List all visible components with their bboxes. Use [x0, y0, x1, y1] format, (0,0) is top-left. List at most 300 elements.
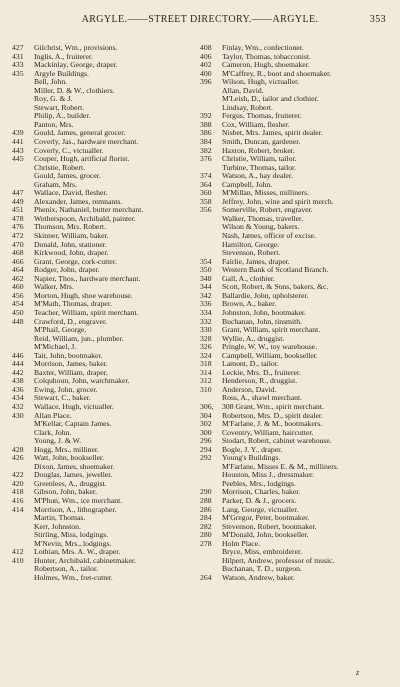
street-number: 332 [200, 317, 212, 326]
street-number [200, 480, 222, 489]
street-number: 288 [200, 496, 212, 505]
street-number [200, 95, 222, 104]
street-number: 348 [200, 274, 212, 283]
resident-name: Parker, D. & J., grocers. [222, 496, 297, 505]
resident-name: Bell, John. [34, 78, 68, 87]
street-number: 435 [12, 69, 24, 78]
directory-entry [12, 403, 198, 412]
resident-name: Scott, Robert, & Sons, bakers, &c. [222, 283, 329, 292]
directory-entry [200, 223, 392, 232]
street-number [200, 548, 222, 557]
street-number: 418 [12, 488, 24, 497]
directory-entry [12, 138, 198, 147]
resident-name: Wilson, Hugh, victualler. [222, 78, 300, 87]
street-number [12, 523, 34, 532]
directory-entry [200, 454, 392, 463]
street-number [12, 429, 34, 438]
resident-name: Hunter, Archibald, cabinetmaker. [34, 556, 136, 565]
signature-mark: z [356, 668, 360, 677]
directory-entry [200, 241, 392, 250]
street-number: 334 [200, 308, 212, 317]
street-number: 376 [200, 155, 212, 164]
street-number: 436 [12, 385, 24, 394]
resident-name: M'Millan, Misses, milliners. [222, 189, 310, 198]
directory-entry [200, 275, 392, 284]
directory-entry [200, 232, 392, 241]
directory-entry [12, 249, 198, 258]
directory-entry [12, 429, 198, 438]
street-number: 427 [12, 44, 24, 52]
directory-entry [12, 360, 198, 369]
directory-entry [200, 488, 392, 497]
street-number [12, 95, 34, 104]
directory-entry [200, 283, 392, 292]
street-number: 384 [200, 138, 212, 147]
resident-name: Morrison, James, baker. [34, 360, 108, 369]
directory-entry [12, 326, 198, 335]
resident-name: Pringle, W. W., toy warehouse. [222, 343, 318, 352]
resident-name: Martin, Thomas. [34, 514, 86, 523]
resident-name: Robertson, A., tailor. [34, 565, 99, 574]
directory-entry [12, 523, 198, 532]
resident-name: Allan, David. [222, 86, 264, 95]
resident-name: Coverly, C., victualler. [34, 146, 104, 155]
resident-name: Crawford, D., engraver. [34, 317, 108, 326]
resident-name: Watson, Andrew, baker. [222, 573, 295, 582]
resident-name: Johnston, John, bootmaker. [222, 308, 306, 317]
resident-name: Bogle, J. Y., draper. [222, 445, 283, 454]
street-number: 392 [200, 112, 212, 121]
directory-entry [12, 61, 198, 70]
resident-name: Baxter, William, draper. [34, 368, 108, 377]
resident-name: Wyllie, A., druggist. [222, 334, 285, 343]
directory-entry [12, 574, 198, 583]
resident-name: Allan Place. [34, 411, 72, 420]
resident-name: Hilpert, Andrew, professor of music. [222, 556, 335, 565]
resident-name: Smith, Duncan, gardener. [222, 138, 301, 147]
resident-name: Young's Buildings. [222, 454, 281, 463]
street-number [12, 335, 34, 344]
directory-entry [200, 121, 392, 130]
resident-name: Miller, D. & W., clothiers. [34, 86, 115, 95]
street-number [200, 557, 222, 566]
resident-name: Rodger, John, draper. [34, 266, 100, 275]
resident-name: Lindsay, Robert. [222, 103, 273, 112]
resident-name: Coventry, William, haircutter. [222, 428, 314, 437]
directory-entry [12, 87, 198, 96]
directory-entry [200, 574, 392, 583]
directory-entry [12, 147, 198, 156]
resident-name: M'Farlane, Misses E. & M., milliners. [222, 462, 339, 471]
street-number: 284 [200, 514, 212, 523]
directory-entry [200, 497, 392, 506]
directory-entry [200, 138, 392, 147]
directory-entry [12, 565, 198, 574]
directory-entry [200, 206, 392, 215]
left-column [12, 44, 198, 582]
resident-name: M'Nevin, Mrs., lodgings. [34, 539, 112, 548]
street-number [12, 540, 34, 549]
directory-entry [12, 309, 198, 318]
resident-name: Cameron, Hugh, shoemaker. [222, 61, 310, 70]
street-number: 476 [12, 223, 24, 232]
resident-name: Douglas, James, jeweller. [34, 471, 113, 480]
resident-name: Greenlees, A., druggist. [34, 479, 107, 488]
directory-entry [12, 275, 198, 284]
street-number: 300 [200, 428, 212, 437]
directory-entry [12, 454, 198, 463]
directory-entry [200, 446, 392, 455]
resident-name: Haxton, Robert, broker. [222, 146, 295, 155]
street-number [12, 565, 34, 574]
street-number: 431 [12, 52, 24, 61]
resident-name: Young, J. & W. [34, 437, 82, 446]
directory-entry [200, 557, 392, 566]
street-number [12, 463, 34, 472]
street-number: 364 [200, 180, 212, 189]
resident-name: Campbell, William, bookseller. [222, 351, 318, 360]
resident-name: Stevenson, Robert, bootmaker. [222, 522, 317, 531]
directory-entry [12, 206, 198, 215]
resident-name: Wallace, David, flesher. [34, 189, 108, 198]
directory-entry [200, 104, 392, 113]
directory-entry [12, 223, 198, 232]
resident-name: Phenix, Nathaniel, butter merchant. [34, 206, 144, 215]
resident-name: Gall, A., clothier. [222, 274, 275, 283]
street-number: 306, [200, 402, 214, 411]
resident-name: Dixon, James, shoemaker. [34, 462, 115, 471]
street-number: 468 [12, 249, 24, 258]
directory-entry [12, 241, 198, 250]
directory-entry [200, 129, 392, 138]
resident-name: Grant, George, cork-cutter. [34, 257, 117, 266]
directory-entry [200, 386, 392, 395]
directory-entry [12, 377, 198, 386]
resident-name: Nash, James, officer of excise. [222, 232, 316, 241]
resident-name: Thomson, Mrs. Robert. [34, 223, 106, 232]
street-number: 454 [12, 300, 24, 309]
resident-name: Hamilton, George. [222, 240, 280, 249]
street-number: 286 [200, 505, 212, 514]
directory-entry [12, 104, 198, 113]
street-number: 344 [200, 283, 212, 292]
resident-name: Peebles, Mrs., lodgings. [222, 479, 296, 488]
resident-name: Alexander, James, remnants. [34, 197, 123, 206]
resident-name: Wilson & Young, bakers. [222, 223, 300, 232]
street-number: 294 [200, 445, 212, 454]
street-number: 302 [200, 420, 212, 429]
resident-name: Finlay, Wm., confectioner. [222, 44, 304, 52]
resident-name: Bryce, Miss, embroiderer. [222, 548, 303, 557]
directory-entry [12, 232, 198, 241]
street-number: 290 [200, 488, 212, 497]
street-number: 439 [12, 129, 24, 138]
directory-entry [12, 531, 198, 540]
street-number: 478 [12, 214, 24, 223]
street-number [200, 249, 222, 258]
resident-name: Morrison, Charles, baker. [222, 488, 301, 497]
resident-name: Buchanan, John, tinsmith. [222, 317, 303, 326]
resident-name: M'Phun, Wm., ice merchant. [34, 496, 123, 505]
directory-entry [200, 412, 392, 421]
directory-entry [200, 531, 392, 540]
street-number: 441 [12, 138, 24, 147]
resident-name: Cox, William, flesher. [222, 120, 290, 129]
directory-entry [200, 429, 392, 438]
street-number [200, 394, 222, 403]
resident-name: Skinner, William, baker. [34, 232, 109, 241]
resident-name: Wotherspoon, Archibald, painter. [34, 214, 136, 223]
directory-entry [200, 300, 392, 309]
street-number: 278 [200, 539, 212, 548]
resident-name: Christie, Robert. [34, 163, 86, 172]
street-number: 356 [200, 206, 212, 215]
resident-name: M'Leish, D., tailor and clothier. [222, 95, 319, 104]
street-number: 412 [12, 548, 24, 557]
street-number: 414 [12, 505, 24, 514]
directory-entry [12, 352, 198, 361]
directory-entry [12, 181, 198, 190]
directory-entry [200, 164, 392, 173]
resident-name: Stewart, Robert. [34, 103, 85, 112]
directory-entry [200, 326, 392, 335]
resident-name: Somerville, Robert, engraver. [222, 206, 313, 215]
resident-name: Panton, Mrs. [34, 120, 74, 129]
street-number [12, 121, 34, 130]
resident-name: M'Caffrey, R., boot and shoemaker. [222, 69, 332, 78]
street-number [12, 437, 34, 446]
street-number: 282 [200, 522, 212, 531]
street-number [200, 223, 222, 232]
directory-entry [12, 369, 198, 378]
directory-entry [12, 506, 198, 515]
street-number [200, 241, 222, 250]
street-number [12, 164, 34, 173]
street-number [200, 232, 222, 241]
resident-name: Fairlie, James, draper. [222, 257, 290, 266]
street-number: 416 [12, 496, 24, 505]
street-number: 330 [200, 326, 212, 335]
directory-entry [200, 181, 392, 190]
resident-name: Mackinlay, George, draper. [34, 61, 118, 70]
street-number [12, 172, 34, 181]
directory-entry [12, 172, 198, 181]
directory-entry [12, 292, 198, 301]
street-number: 264 [200, 573, 212, 582]
resident-name: Walker, Mrs. [34, 283, 74, 292]
street-number: 350 [200, 266, 212, 275]
resident-name: Robertson, Mrs. D., spirit dealer. [222, 411, 323, 420]
street-number: 426 [12, 454, 24, 463]
directory-entry [200, 87, 392, 96]
resident-name: Holm Place. [222, 539, 261, 548]
directory-entry [200, 78, 392, 87]
street-number [12, 531, 34, 540]
street-number: 449 [12, 197, 24, 206]
resident-name: Watt, John, bookseller. [34, 454, 105, 463]
resident-name: 308 Grant, Wm., spirit merchant. [222, 402, 324, 411]
directory-entry [200, 172, 392, 181]
resident-name: Henderson, R., druggist. [222, 377, 298, 386]
resident-name: Gould, James, grocer. [34, 172, 101, 181]
directory-entry [200, 360, 392, 369]
page-header [0, 14, 400, 30]
resident-name: Taylor, Thomas, tobacconist. [222, 52, 311, 61]
street-number: 400 [200, 69, 212, 78]
street-number: 443 [12, 146, 24, 155]
running-title: ARGYLE.——STREET DIRECTORY.——ARGYLE. [81, 14, 319, 25]
directory-entry [12, 44, 198, 53]
street-number: 386 [200, 129, 212, 138]
directory-entry [200, 53, 392, 62]
directory-entry [12, 266, 198, 275]
street-number: 314 [200, 368, 212, 377]
directory-entry [200, 155, 392, 164]
directory-entry [200, 44, 392, 53]
page-number: 353 [369, 14, 386, 25]
street-number [12, 574, 34, 583]
resident-name: Napier, Thos., hardware merchant. [34, 274, 141, 283]
directory-entry [200, 403, 392, 412]
directory-entry [12, 412, 198, 421]
street-number: 466 [12, 257, 24, 266]
resident-name: Teacher, William, spirit merchant. [34, 308, 139, 317]
resident-name: Lamont, D., tailor. [222, 360, 279, 369]
resident-name: Lang, George, victualler. [222, 505, 299, 514]
resident-name: Colquhoun, John, watchmaker. [34, 377, 130, 386]
directory-entry [200, 266, 392, 275]
directory-entry [12, 95, 198, 104]
directory-entry [12, 129, 198, 138]
resident-name: Houston, Miss J., dressmaker. [222, 471, 315, 480]
directory-entry [12, 318, 198, 327]
directory-entry [12, 258, 198, 267]
directory-entry [200, 565, 392, 574]
resident-name: Ewing, John, grocer. [34, 385, 98, 394]
directory-entry [12, 394, 198, 403]
resident-name: Stevenson, Robert. [222, 249, 281, 258]
directory-entry [200, 112, 392, 121]
street-number [200, 104, 222, 113]
street-number [200, 463, 222, 472]
directory-entry [12, 53, 198, 62]
resident-name: Grant, William, spirit merchant. [222, 326, 321, 335]
resident-name: Clark, John. [34, 428, 72, 437]
directory-entry [12, 446, 198, 455]
street-number: 360 [200, 189, 212, 198]
directory-entry [200, 249, 392, 258]
resident-name: Anderson, David. [222, 385, 277, 394]
street-number [200, 87, 222, 96]
street-number [12, 514, 34, 523]
directory-entry [12, 463, 198, 472]
directory-entry [200, 506, 392, 515]
street-number: 296 [200, 437, 212, 446]
directory-entry [200, 309, 392, 318]
street-number: 292 [200, 454, 212, 463]
resident-name: M'Phail, George. [34, 326, 87, 335]
street-number [12, 78, 34, 87]
resident-name: Stodart, Robert, cabinet warehouse. [222, 437, 332, 446]
directory-entry [200, 540, 392, 549]
directory-entry [12, 121, 198, 130]
street-number: 438 [12, 377, 24, 386]
street-number [200, 565, 222, 574]
resident-name: Gould, James, general grocer. [34, 129, 126, 138]
street-number: 342 [200, 291, 212, 300]
resident-name: Fergus, Thomas, fruiterer. [222, 112, 302, 121]
directory-entry [12, 78, 198, 87]
directory-entry [200, 318, 392, 327]
resident-name: M'Farlane, J. & M., bootmakers. [222, 420, 323, 429]
street-number: 420 [12, 479, 24, 488]
resident-name: M'Michael, J. [34, 343, 77, 352]
street-number: 312 [200, 377, 212, 386]
street-number [12, 104, 34, 113]
street-number [12, 326, 34, 335]
directory-entry [200, 189, 392, 198]
resident-name: Reid, William, jun., plumber. [34, 334, 124, 343]
directory-entry [200, 463, 392, 472]
resident-name: Nisbet, Mrs. James, spirit dealer. [222, 129, 323, 138]
street-number: 446 [12, 351, 24, 360]
street-number: 451 [12, 206, 24, 215]
street-number: 472 [12, 232, 24, 241]
street-number: 388 [200, 120, 212, 129]
directory-entry [12, 540, 198, 549]
directory-entry [200, 258, 392, 267]
resident-name: Leckie, Mrs. D., fruiterer. [222, 368, 301, 377]
directory-entry [200, 343, 392, 352]
street-number: 464 [12, 266, 24, 275]
street-number: 462 [12, 274, 24, 283]
street-number: 450 [12, 308, 24, 317]
resident-name: Christie, William, tailor. [222, 155, 297, 164]
resident-name: Argyle Buildings. [34, 69, 89, 78]
street-number: 324 [200, 351, 212, 360]
street-number: 470 [12, 240, 24, 249]
resident-name: Roy, G. & J. [34, 95, 73, 104]
directory-entry [12, 283, 198, 292]
street-number: 428 [12, 445, 24, 454]
directory-entry [200, 480, 392, 489]
street-number: 406 [200, 52, 212, 61]
street-number: 318 [200, 360, 212, 369]
resident-name: Campbell, John. [222, 180, 273, 189]
directory-entry [12, 155, 198, 164]
street-number: 382 [200, 146, 212, 155]
resident-name: Gibson, John, baker. [34, 488, 97, 497]
directory-entry [200, 377, 392, 386]
directory-entry [200, 523, 392, 532]
directory-entry [200, 369, 392, 378]
resident-name: Hogg, Mrs., milliner. [34, 445, 99, 454]
street-number: 430 [12, 411, 24, 420]
resident-name: Stewart, C., baker. [34, 394, 91, 403]
street-number: 408 [200, 44, 212, 52]
resident-name: Ballardie, John, upholsterer. [222, 291, 309, 300]
resident-name: Jeffrey, John, wine and spirit merch. [222, 197, 334, 206]
directory-entry [12, 557, 198, 566]
street-number: 456 [12, 291, 24, 300]
directory-entry [200, 335, 392, 344]
street-number: 280 [200, 531, 212, 540]
street-number: 434 [12, 394, 24, 403]
resident-name: Donald, John, stationer. [34, 240, 107, 249]
street-number: 374 [200, 172, 212, 181]
directory-entry [200, 61, 392, 70]
street-number [12, 87, 34, 96]
